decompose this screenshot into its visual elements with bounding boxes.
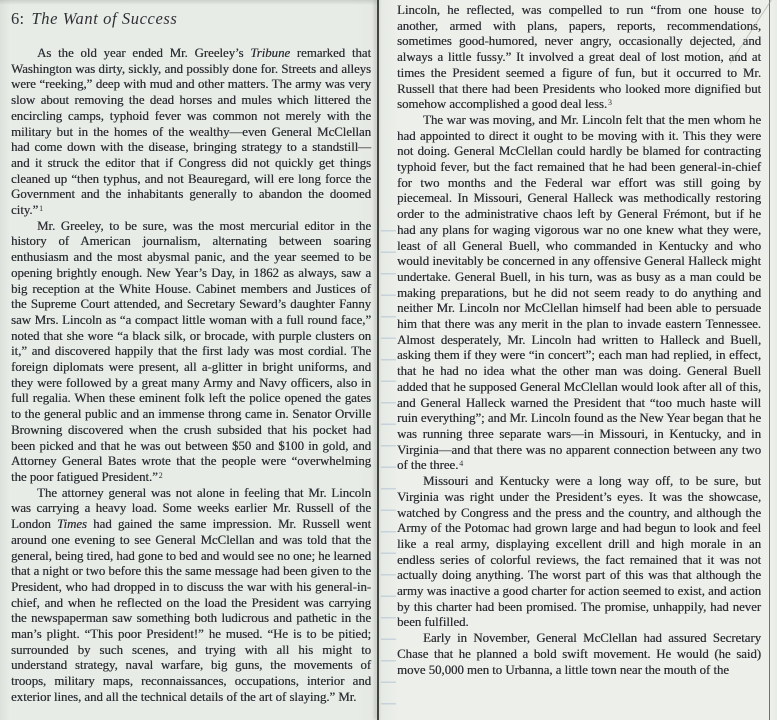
chapter-number: 6: — [11, 9, 25, 28]
page-outer-edge-strip — [770, 0, 777, 720]
chapter-header — [11, 9, 371, 29]
left-column-text — [11, 46, 371, 706]
paragraph: Missouri and Kentucky were a long way off, to be sure, but Virginia was right under the President’s eyes. It was the showcase, watched by Congress and the press and the country, and although the Army of the Potomac had grown large and had begun to look and feel like a real army, displaying excellent drill and high morale in an endless series of colorful reviews, the fact remained that it was not actually doing anything. The worst part of this was that although the army was inactive a good charter for action seemed to exist, and action by this charter had been promised. The promise, unhappily, had never been fulfilled. — [397, 474, 761, 630]
page-gutter-edge-line — [377, 0, 379, 720]
paragraph: The war was moving, and Mr. Lincoln felt that the men whom he had appointed to direct it ought to be moving with it. This they were not doing. General McClellan could hardly be blamed for contracting typhoid fever, but the fact remained that he had been general-in-chief for two months and the Federal war effort was still going by piecemeal. In Missouri, General Halleck was methodically restoring order to the administrative chaos left by General Frémont, but if he had any plans for waging vigorous war no one knew what they were, least of all General Buell, who commanded in Kentucky and who would inevitably be concerned in any offensive General Halleck might undertake. General Buell, in his turn, was as busy as a man could be making preparations, but he did not seem ready to do anything and neither Mr. Lincoln nor McClellan himself had been able to persuade him that there was any merit in the plan to invade eastern Tennessee. Almost desperately, Mr. Lincoln had written to Halleck and Buell, asking them if they were “in concert”; each man had replied, in effect, that he had no idea what the other man was doing. General Buell added that he supposed General McClellan would look after all of this, and General Halleck warned the President that “too much haste will ruin everything”; and Mr. Lincoln found as the New Year began that he was running three separate wars—in Missouri, in Kentucky, and in Virginia—and that there was no apparent connection between any two of the three.$^4$ — [397, 112, 761, 473]
paragraph: Lincoln, he reflected, was compelled to run “from one house to another, armed with plans, papers, reports, recommendations, sometimes good-humored, never angry, occasionally dejected, and always a little fussy.” It involved a great deal of lost motion, and at times the President seemed a figure of fun, but it occurred to Mr. Russell that there had been Presidents who looked more dignified but somehow accomplished a good deal less.$^3$ — [397, 3, 761, 112]
paragraph: As the old year ended Mr. Greeley’s Tribune remarked that Washington was dirty, sickly, and possibly done for. Streets and alleys were “reeking,” deep with mud and other matters. The army was very slow about removing the dead horses and mules which littered the encircling camps, typhoid fever was common not merely with the military but in the homes of the wealthy—even General McClellan had come down with the disease, bringing strategy to a standstill—and it struck the editor that if Congress did not quickly get things cleaned up “then typhus, and not Beauregard, will ere long force the Government and the inhabitants generally to abandon the doomed city.”$^1$ — [11, 46, 371, 218]
footnote-marker: 4 — [459, 459, 464, 469]
paragraph: Early in November, General McClellan had assured Secretary Chase that he planned a bold swift movement. He would (he said) move 50,000 men to Urbanna, a little town near the mouth of the — [397, 631, 761, 677]
paragraph: The attorney general was not alone in feeling that Mr. Lincoln was carrying a heavy load. Some weeks earlier Mr. Russell of the London Times had gained the same impression. Mr. Russell went around one evening to see General McClellan and was told that the general, being tired, had gone to bed and would see no one; he learned that a night or two before this the same message had been given to the President, who had dropped in to discuss the war with his general-in-chief, and when he reflected on the load the President was carrying the newspaperman saw something both ludicrous and pathetic in the man’s plight. “This poor President!” he mused. “He is to be pitied; surrounded by such scenes, and trying with all his might to understand strategy, naval warfare, big guns, the movements of troops, military maps, reconnaissances, occupations, interior and exterior lines, and all the technical details of the art of slaying.” Mr. — [11, 485, 371, 704]
footnote-marker: 2 — [158, 470, 163, 480]
scan-top-shadow — [0, 0, 379, 5]
chapter-title: The Want of Success — [31, 9, 178, 28]
right-column-text — [397, 3, 761, 678]
footnote-marker: 3 — [608, 98, 612, 108]
footnote-marker: 1 — [39, 204, 44, 213]
paragraph: Mr. Greeley, to be sure, was the most mercurial editor in the history of American journalism, alternating between soaring enthusiasm and the most abysmal panic, and the year seemed to be opening brightly enough. New Year’s Day, in 1862 as always, saw a big reception at the White House. Cabinet members and Justices of the Supreme Court attended, and Secretary Seward’s daughter Fanny saw Mrs. Lincoln as “a compact little woman with a full round face,” noted that she wore “a black silk, or brocade, with purple clusters on it,” and discovered happily that the first lady was most cordial. The foreign diplomats were present, all a-glitter in bright uniforms, and they were followed by a great many Army and Navy officers, also in full regalia. When these eminent folk left the police opened the gates to the general public and an immense throng came in. Senator Orville Browning discovered when the crush subsided that his pocket had been picked and that he was out between $50 and $100 in gold, and Attorney General Bates wrote that the people were “overwhelming the poor fatigued President.”$^2$ — [11, 218, 371, 484]
page-left — [0, 0, 379, 720]
page-right — [381, 0, 770, 720]
